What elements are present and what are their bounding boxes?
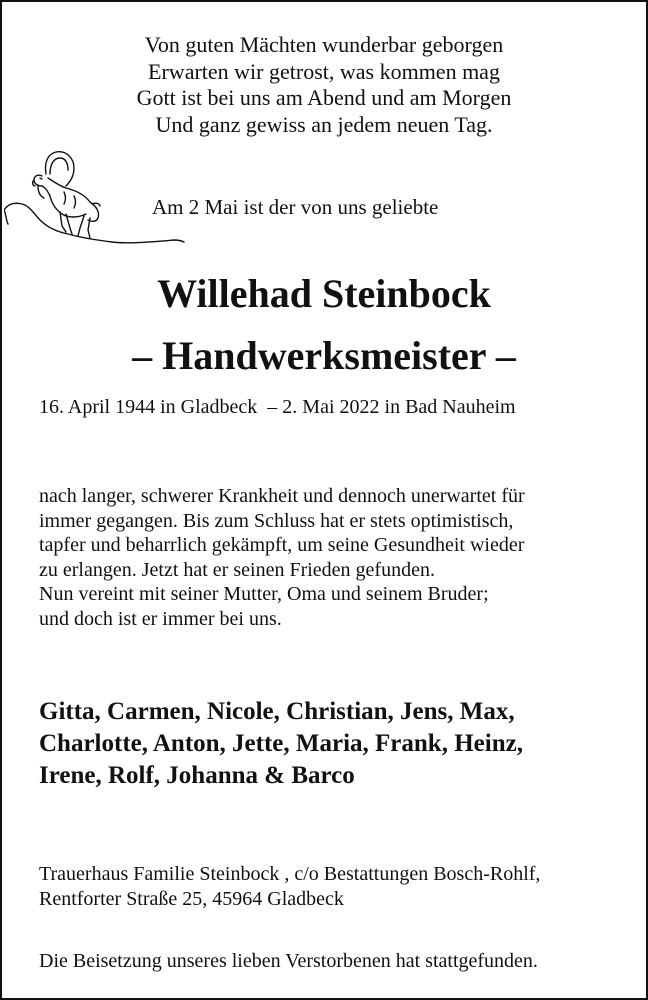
poem-line: Und ganz gewiss an jedem neuen Tag. bbox=[155, 111, 493, 137]
poem-line: Gott ist bei uns am Abend und am Morgen bbox=[136, 85, 512, 110]
body-line: immer gegangen. Bis zum Schluss hat er stets optimistisch, bbox=[39, 509, 514, 532]
mourning-address bbox=[39, 862, 540, 911]
obituary-body bbox=[39, 484, 525, 631]
life-dates: 16. April 1944 in Gladbeck – 2. Mai 2022 in Bad Nauheim bbox=[39, 396, 516, 418]
family-names bbox=[39, 696, 523, 792]
poem-line: Erwarten wir getrost, was kommen mag bbox=[148, 58, 500, 84]
family-line: Irene, Rolf, Johanna & Barco bbox=[39, 762, 355, 789]
poem-line: Von guten Mächten wunderbar geborgen bbox=[144, 32, 504, 57]
body-line: zu erlangen. Jetzt hat er seinen Frieden gefunden. bbox=[39, 558, 435, 581]
deceased-name: Willehad Steinbock bbox=[157, 271, 491, 316]
address-line: Rentforter Straße 25, 45964 Gladbeck bbox=[39, 887, 344, 910]
burial-notice: Die Beisetzung unseres lieben Verstorbenen hat stattgefunden. bbox=[39, 950, 538, 972]
deceased-profession: – Handwerksmeister – bbox=[132, 333, 516, 378]
body-line: und doch ist er immer bei uns. bbox=[39, 607, 282, 630]
family-line: Charlotte, Anton, Jette, Maria, Frank, Heinz, bbox=[39, 730, 523, 757]
body-line: Nun vereint mit seiner Mutter, Oma und seinem Bruder; bbox=[39, 583, 489, 605]
family-line: Gitta, Carmen, Nicole, Christian, Jens, Max, bbox=[39, 698, 515, 725]
intro-text: Am 2 Mai ist der von uns geliebte bbox=[152, 195, 439, 219]
body-line: tapfer und beharrlich gekämpft, um seine Gesundheit wieder bbox=[39, 534, 525, 556]
poem bbox=[2, 32, 646, 138]
body-line: nach langer, schwerer Krankheit und dennoch unerwartet für bbox=[39, 485, 525, 507]
address-line: Trauerhaus Familie Steinbock , c/o Bestattungen Bosch-Rohlf, bbox=[39, 863, 541, 885]
